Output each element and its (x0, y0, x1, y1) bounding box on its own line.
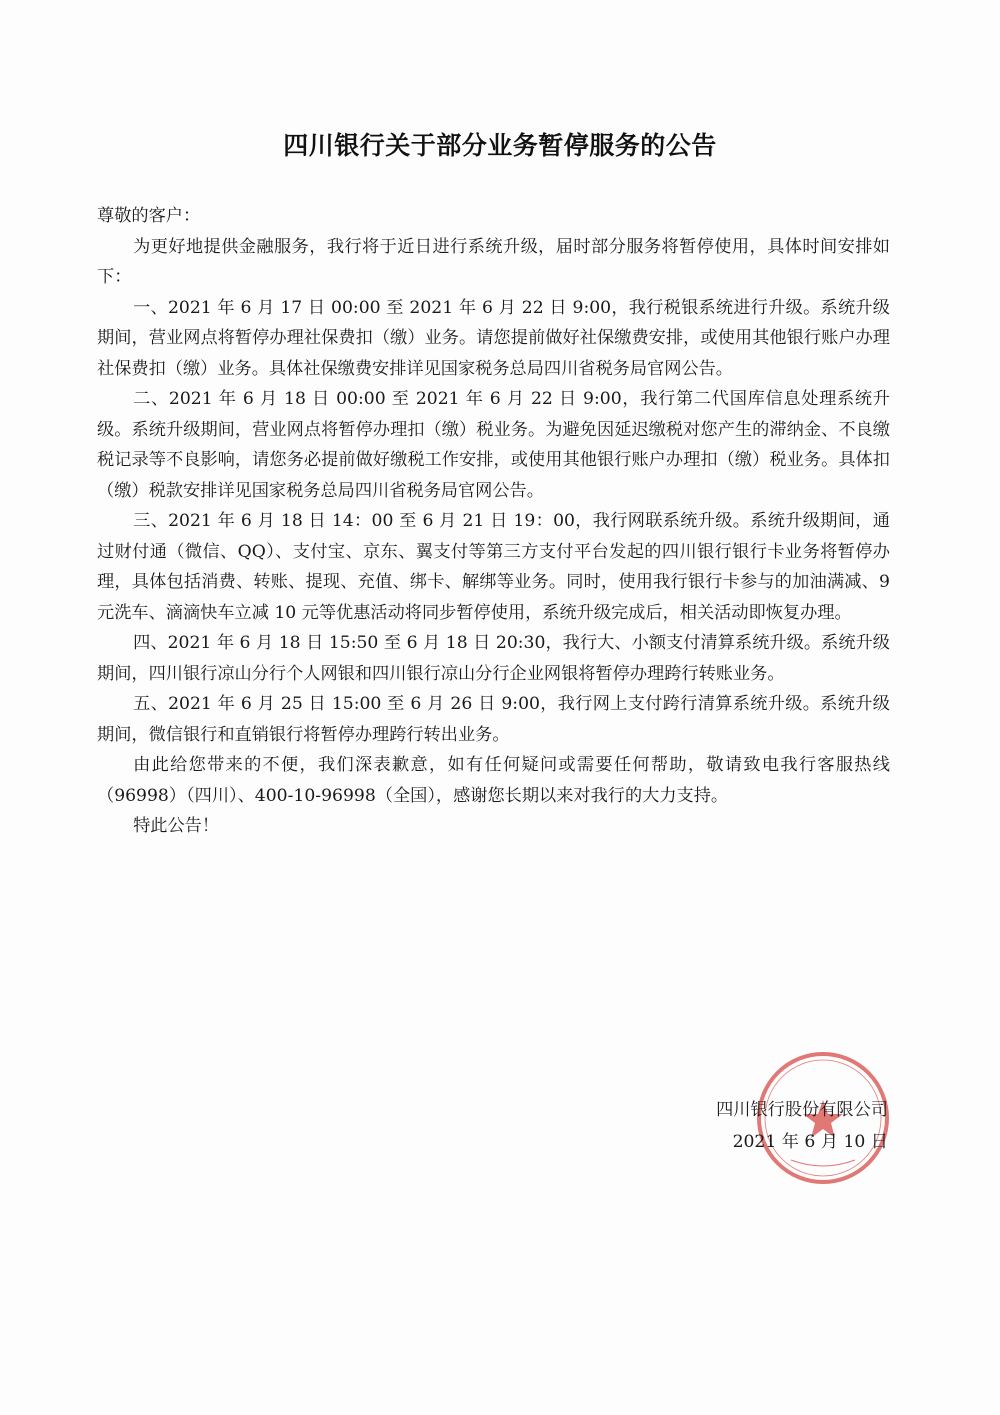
intro-paragraph: 为更好地提供金融服务，我行将于近日进行系统升级，届时部分服务将暂停使用，具体时间安排如下： (97, 236, 890, 287)
document-title: 四川银行关于部分业务暂停服务的公告 (283, 131, 717, 160)
item-4-paragraph: 四、2021 年 6 月 18 日 15:50 至 6 月 18 日 20:30，我行大、小额支付清算系统升级。系统升级期间，四川银行凉山分行个人网银和四川银行凉山分行企业网银将暂停办理跨行转账业务。 (97, 633, 890, 684)
salutation: 尊敬的客户： (97, 206, 201, 226)
signature-block (716, 1094, 888, 1158)
item-5-paragraph: 五、2021 年 6 月 25 日 15:00 至 6 月 26 日 9:00，我行网上支付跨行清算系统升级。系统升级期间，微信银行和直销银行将暂停办理跨行转出业务。 (97, 694, 890, 745)
item-2-paragraph: 二、2021 年 6 月 18 日 00:00 至 2021 年 6 月 22 日 9:00，我行第二代国库信息处理系统升级。系统升级期间，营业网点将暂停办理扣（缴）税业务。为避免因延迟缴税对您产生的滞纳金、不良缴税记录等不良影响，请您务必提前做好缴税工作安排，或使用其他银行账户办理扣（缴）税业务。具体扣（缴）税款安排详见国家税务总局四川省税务局官网公告。 (97, 389, 890, 501)
item-1-paragraph: 一、2021 年 6 月 17 日 00:00 至 2021 年 6 月 22 日 9:00，我行税银系统进行升级。系统升级期间，营业网点将暂停办理社保费扣（缴）业务。请您提前做好社保缴费安排，或使用其他银行账户办理社保费扣（缴）业务。具体社保缴费安排详见国家税务总局四川省税务局官网公告。 (97, 297, 890, 379)
closing-paragraph: 特此公告！ (133, 816, 220, 836)
issue-date: 2021 年 6 月 10 日 (732, 1132, 888, 1152)
apology-paragraph: 由此给您带来的不便，我们深表歉意，如有任何疑问或需要任何帮助，敬请致电我行客服热线（96998）（四川）、400-10-96998（全国），感谢您长期以来对我行的大力支持。 (97, 755, 890, 806)
item-3-paragraph: 三、2021 年 6 月 18 日 14：00 至 6 月 21 日 19：00，我行网联系统升级。系统升级期间，通过财付通（微信、QQ）、支付宝、京东、翼支付等第三方支付平台发起的四川银行银行卡业务将暂停办理，具体包括消费、转账、提现、充值、绑卡、解绑等业务。同时，使用我行银行卡参与的加油满减、9 元洗车、滴滴快车立减 10 元等优惠活动将同步暂停使用，系统升级完成后，相关活动即恢复办理。 (97, 511, 890, 623)
document-body (97, 201, 890, 842)
issuer-name: 四川银行股份有限公司 (716, 1100, 888, 1120)
